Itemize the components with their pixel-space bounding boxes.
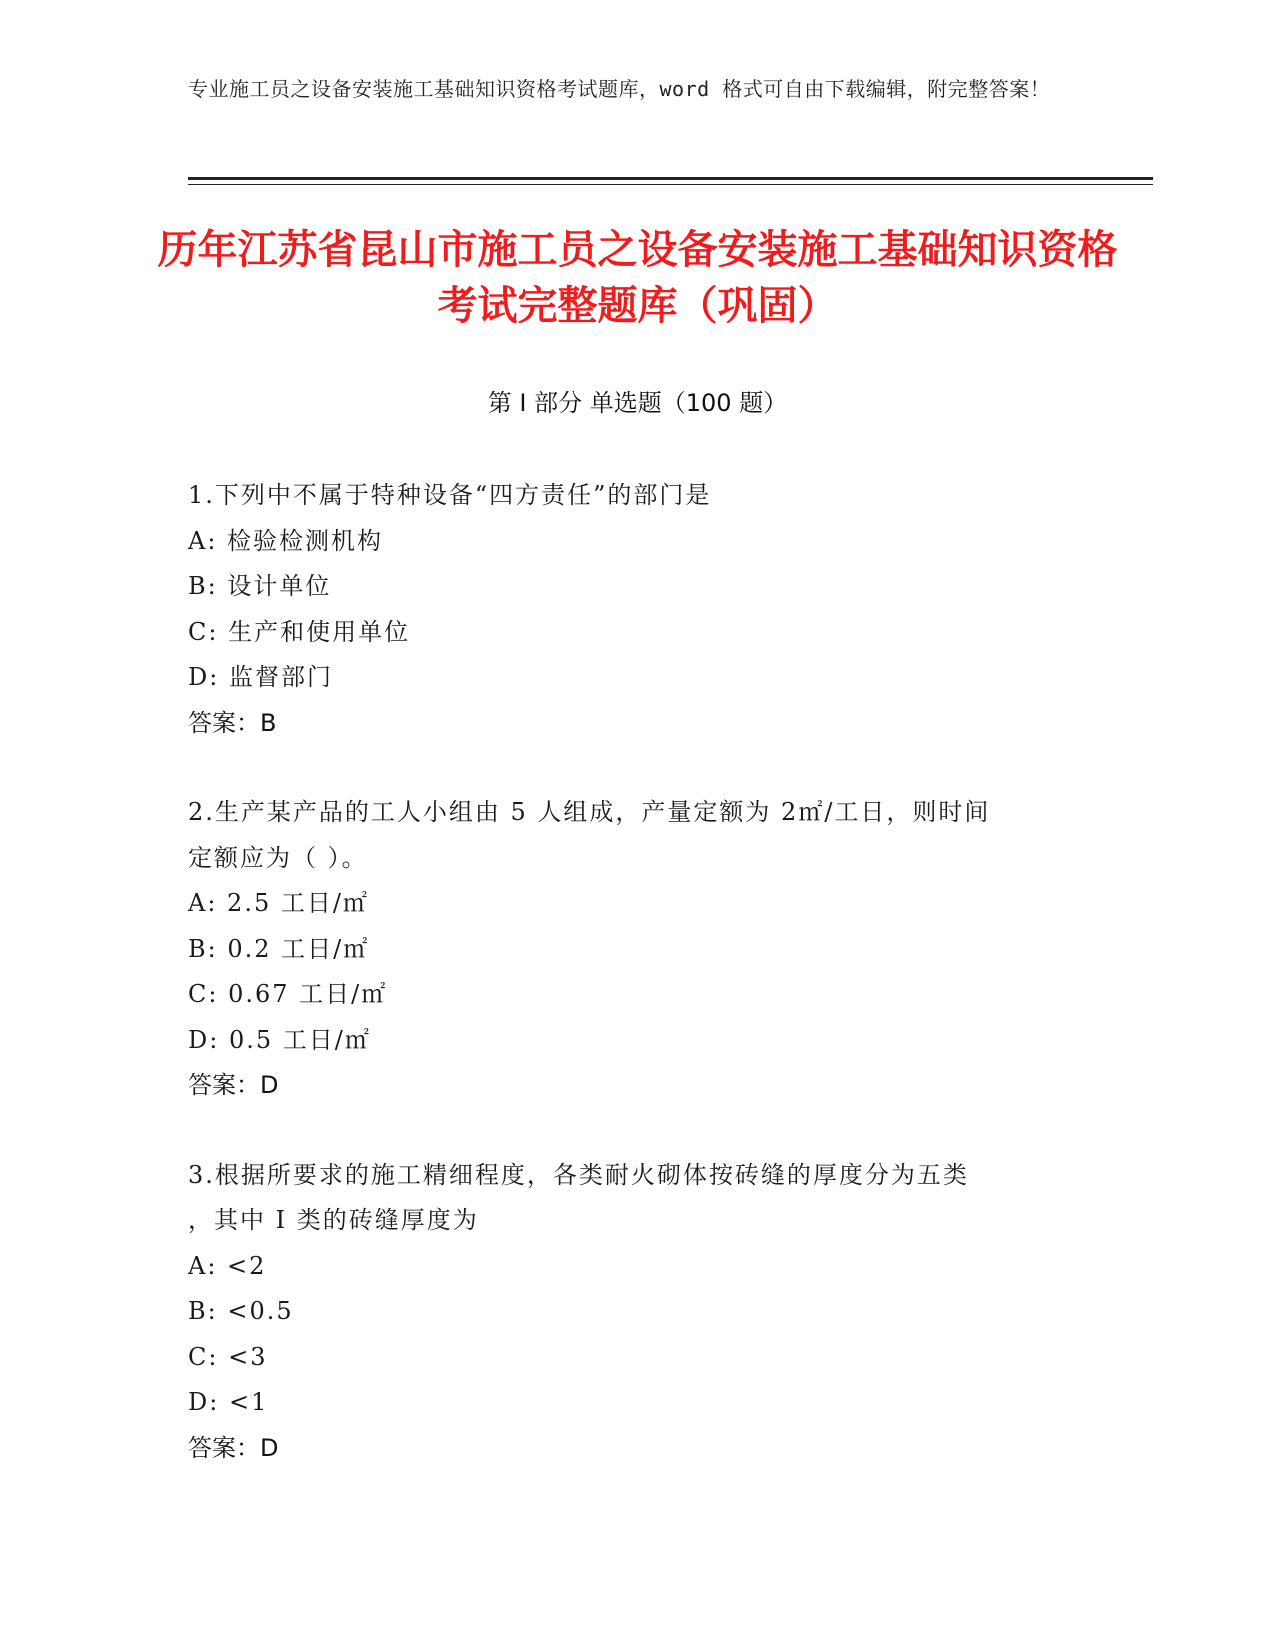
option-c: C: 生产和使用单位	[188, 617, 411, 646]
answer-line: 答案：B	[188, 708, 277, 737]
option-c: C: 0.67 工日/㎡	[188, 980, 388, 1008]
option-d: D: 0.5 工日/㎡	[188, 1025, 371, 1054]
header-note: 专业施工员之设备安装施工基础知识资格考试题库，word 格式可自由下载编辑，附完整答案！	[188, 77, 1051, 101]
question-stem: 1.下列中不属于特种设备“四方责任”的部门是	[188, 481, 712, 509]
answer-line: 答案：D	[188, 1071, 279, 1099]
answer-line: 答案：D	[188, 1433, 279, 1462]
header-rule-thin	[188, 184, 1153, 185]
option-a: A: 2.5 工日/㎡	[188, 889, 369, 917]
question-list	[188, 473, 1068, 1515]
option-d: D: 监督部门	[188, 663, 333, 691]
option-b: B: <0.5	[188, 1297, 294, 1325]
option-d: D: <1	[188, 1388, 269, 1416]
question-1	[188, 473, 1068, 746]
option-b: B: 0.2 工日/㎡	[188, 934, 370, 963]
section-title: 第 I 部分 单选题（100 题）	[487, 389, 788, 417]
header-rule-thick	[188, 177, 1153, 180]
option-a: A: 检验检测机构	[188, 526, 384, 555]
question-stem: 2.生产某产品的工人小组由 5 人组成，产量定额为 2㎡/工日，则时间 定额应为（ ）。	[188, 798, 991, 872]
option-b: B: 设计单位	[188, 572, 332, 600]
option-c: C: <3	[188, 1342, 268, 1371]
question-2	[188, 790, 1068, 1109]
document-title: 历年江苏省昆山市施工员之设备安装施工基础知识资格考试完整题库（巩固）	[157, 227, 1118, 329]
option-a: A: <2	[188, 1251, 267, 1280]
question-stem: 3.根据所要求的施工精细程度，各类耐火砌体按砖缝的厚度分为五类 ，其中 I 类的砖缝厚度为	[188, 1160, 969, 1234]
question-3	[188, 1153, 1068, 1472]
